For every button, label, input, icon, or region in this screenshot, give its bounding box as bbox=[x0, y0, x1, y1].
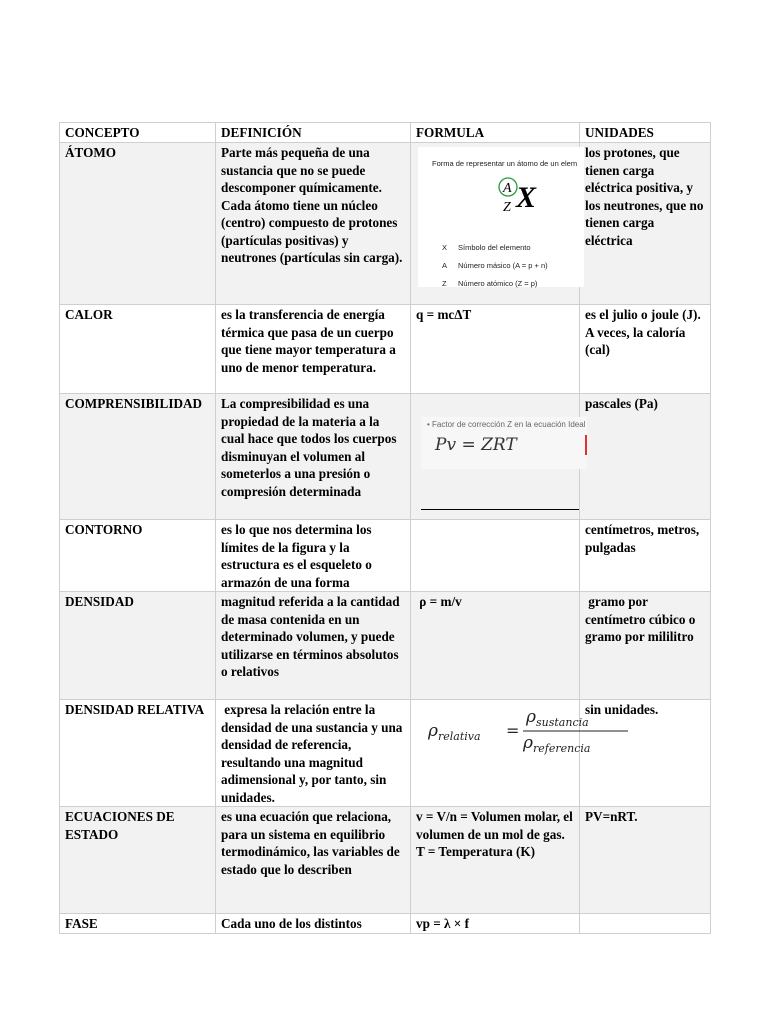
units-cell: centímetros, metros, pulgadas bbox=[580, 520, 711, 592]
units-cell: pascales (Pa) bbox=[580, 394, 711, 520]
table-row bbox=[60, 700, 711, 807]
units-cell: sin unidades. bbox=[580, 700, 711, 807]
formula-cell bbox=[411, 700, 591, 807]
definition-cell: La compresibilidad es una propiedad de la materia a la cual hace que todos los cuerpos disminuyan el volumen al someterlos a una presión o compresión determinada bbox=[216, 394, 411, 520]
formula-cell: ρ = m/v bbox=[411, 592, 580, 700]
header-row bbox=[60, 123, 711, 143]
compressibility-figure bbox=[421, 417, 587, 469]
divider-line bbox=[421, 509, 587, 510]
table-row bbox=[60, 807, 711, 914]
header-unidades: UNIDADES bbox=[580, 123, 711, 143]
svg-text:referencia: referencia bbox=[533, 742, 591, 755]
atomic-number-letter: Z bbox=[503, 200, 511, 215]
definition-cell: es la transferencia de energía térmica que pasa de un cuerpo que tiene mayor temperatura a uno de menor temperatura. bbox=[216, 305, 411, 394]
definition-cell: Cada uno de los distintos bbox=[216, 914, 411, 934]
table-row bbox=[60, 143, 711, 305]
svg-text:sustancia: sustancia bbox=[536, 716, 589, 729]
units-cell bbox=[580, 914, 711, 934]
svg-text:ρ: ρ bbox=[526, 707, 536, 727]
z-figure-caption: • Factor de corrección Z en la ecuación Ideal bbox=[427, 420, 586, 429]
formula-cell: q = mcΔT bbox=[411, 305, 580, 394]
definition-cell: expresa la relación entre la densidad de una sustancia y una densidad de referencia, resultando una magnitud adimensional y, por tanto, sin unidades. bbox=[216, 700, 411, 807]
concept-cell: DENSIDAD RELATIVA bbox=[60, 700, 216, 807]
atom-legend-item: Z Número atómico (Z = p) bbox=[442, 279, 538, 288]
table-row bbox=[60, 592, 711, 700]
z-equation: Pv = ZRT bbox=[435, 435, 517, 455]
units-cell: es el julio o joule (J). A veces, la caloría (cal) bbox=[580, 305, 711, 394]
units-cell: los protones, que tienen carga eléctrica positiva, y los neutrones, que no tienen carga eléctrica bbox=[580, 143, 711, 305]
formula-cell bbox=[411, 143, 580, 305]
atom-legend-item: X Símbolo del elemento bbox=[442, 243, 531, 252]
atom-legend-item: A Número másico (A = p + n) bbox=[442, 261, 548, 270]
concept-cell: CALOR bbox=[60, 305, 216, 394]
definition-cell: Parte más pequeña de una sustancia que no se puede descomponer químicamente. Cada átomo tiene un núcleo (centro) compuesto de protones (partículas positivas) y neutrones (partículas sin carga). bbox=[216, 143, 411, 305]
formula-cell bbox=[411, 394, 586, 520]
element-letter: X bbox=[516, 181, 537, 214]
concept-cell: DENSIDAD bbox=[60, 592, 216, 700]
table-row bbox=[60, 520, 711, 592]
formula-cell bbox=[411, 520, 580, 592]
concepts-table bbox=[59, 122, 711, 934]
formula-cell: vp = λ × f bbox=[411, 914, 580, 934]
red-marker bbox=[585, 435, 587, 455]
concept-cell: FASE bbox=[60, 914, 216, 934]
concept-cell: COMPRENSIBILIDAD bbox=[60, 394, 216, 520]
concept-cell: ÁTOMO bbox=[60, 143, 216, 305]
table-row bbox=[60, 305, 711, 394]
units-cell: gramo por centímetro cúbico o gramo por mililitro bbox=[580, 592, 711, 700]
formula-cell: v = V/n = Volumen molar, el volumen de un mol de gas. T = Temperatura (K) bbox=[411, 807, 580, 914]
definition-cell: magnitud referida a la cantidad de masa contenida en un determinado volumen, y puede utilizarse en términos absolutos o relativos bbox=[216, 592, 411, 700]
concept-cell: CONTORNO bbox=[60, 520, 216, 592]
header-concepto: CONCEPTO bbox=[60, 123, 216, 143]
atom-symbol-graphic bbox=[498, 175, 558, 215]
relative-density-figure bbox=[428, 705, 591, 755]
definition-cell: es una ecuación que relaciona, para un sistema en equilibrio termodinámico, las variables de estado que lo describen bbox=[216, 807, 411, 914]
table-row bbox=[60, 914, 711, 934]
units-cell: PV=nRT. bbox=[580, 807, 711, 914]
atom-notation-figure bbox=[418, 147, 584, 287]
svg-text:relativa: relativa bbox=[438, 730, 481, 743]
definition-cell: es lo que nos determina los límites de la figura y la estructura es el esqueleto o armazón de una forma bbox=[216, 520, 411, 592]
svg-text:=: = bbox=[506, 721, 520, 740]
header-definicion: DEFINICIÓN bbox=[216, 123, 411, 143]
svg-text:ρ: ρ bbox=[523, 733, 533, 753]
svg-text:ρ: ρ bbox=[428, 721, 438, 741]
mass-number-letter: A bbox=[503, 181, 512, 196]
table-row bbox=[60, 394, 711, 520]
header-formula: FORMULA bbox=[411, 123, 580, 143]
concept-cell: ECUACIONES DE ESTADO bbox=[60, 807, 216, 914]
atom-figure-caption: Forma de representar un átomo de un elem bbox=[432, 159, 578, 168]
